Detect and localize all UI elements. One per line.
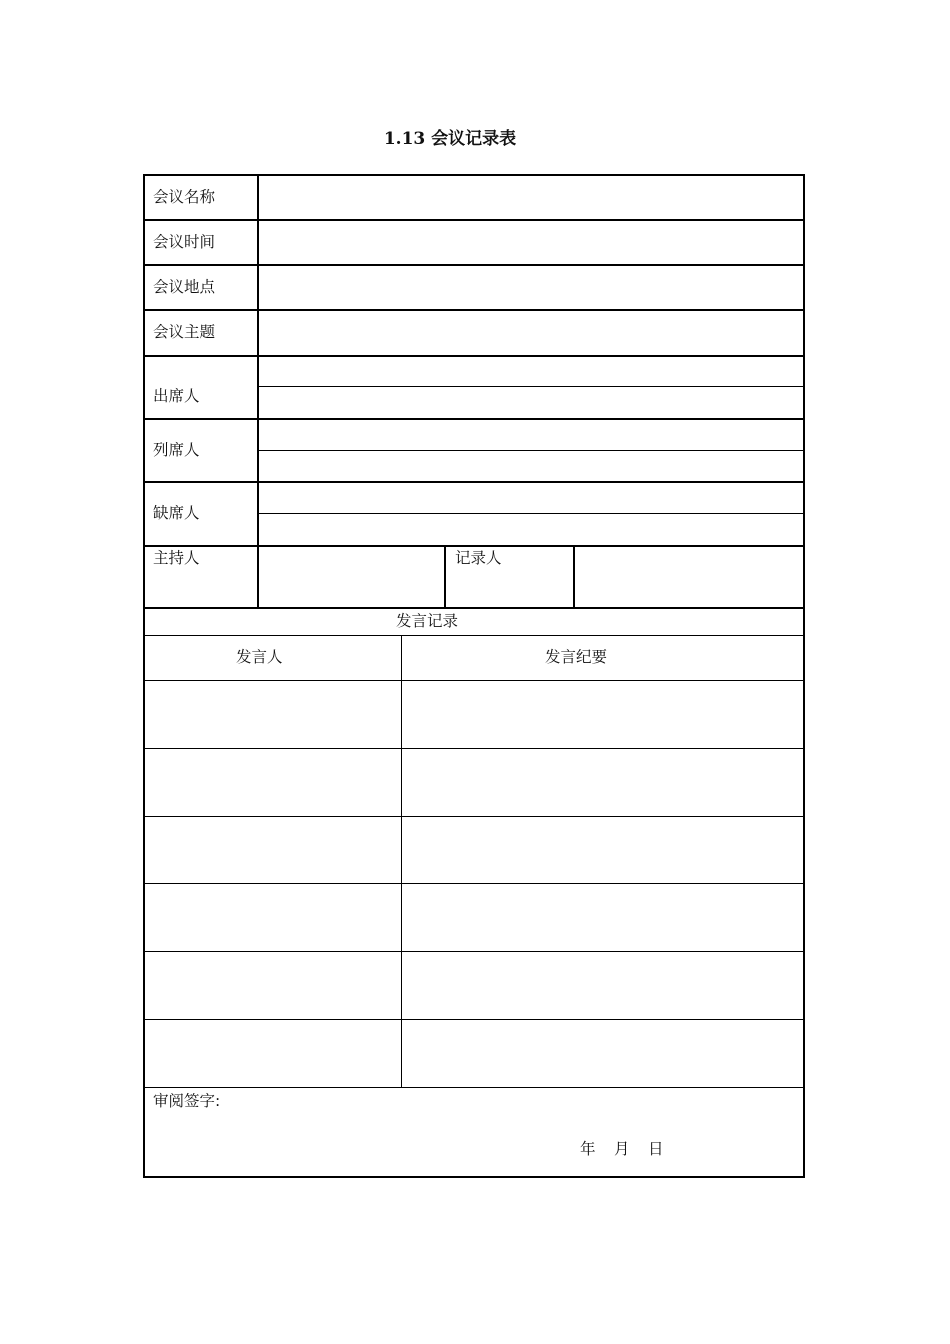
row-divider bbox=[144, 1087, 804, 1088]
table-border-right bbox=[803, 174, 805, 1178]
meeting-name-label: 会议名称 bbox=[153, 188, 216, 206]
speaker-column-header: 发言人 bbox=[236, 648, 283, 666]
speaker-cell[interactable] bbox=[145, 952, 401, 1019]
summary-cell[interactable] bbox=[402, 681, 803, 748]
speech-record-header: 发言记录 bbox=[396, 612, 459, 630]
recorder-label: 记录人 bbox=[455, 549, 502, 567]
host-label: 主持人 bbox=[153, 549, 200, 567]
attendees-label: 出席人 bbox=[153, 387, 200, 405]
summary-cell[interactable] bbox=[402, 952, 803, 1019]
date-year-label: 年 bbox=[580, 1140, 596, 1158]
meeting-topic-label: 会议主题 bbox=[153, 323, 216, 341]
speaker-cell[interactable] bbox=[145, 1020, 401, 1087]
summary-cell[interactable] bbox=[402, 1020, 803, 1087]
summary-cell[interactable] bbox=[402, 817, 803, 883]
review-signature-field[interactable] bbox=[240, 1090, 560, 1170]
observers-label: 列席人 bbox=[153, 441, 200, 459]
date-month-label: 月 bbox=[614, 1140, 630, 1158]
page-title: 1.13 会议记录表 bbox=[383, 129, 517, 149]
host-recorder-divider bbox=[444, 546, 446, 608]
absentees-label: 缺席人 bbox=[153, 504, 200, 522]
meeting-topic-field[interactable] bbox=[259, 311, 803, 355]
meeting-time-label: 会议时间 bbox=[153, 233, 216, 251]
meeting-place-field[interactable] bbox=[259, 266, 803, 309]
attendees-field[interactable] bbox=[259, 357, 803, 418]
review-signature-label: 审阅签字: bbox=[153, 1092, 221, 1110]
row-divider bbox=[144, 635, 804, 636]
row-divider bbox=[144, 607, 804, 609]
meeting-time-field[interactable] bbox=[259, 221, 803, 264]
speaker-cell[interactable] bbox=[145, 884, 401, 951]
summary-cell[interactable] bbox=[402, 884, 803, 951]
summary-column-header: 发言纪要 bbox=[545, 648, 608, 666]
recorder-field[interactable] bbox=[575, 547, 803, 607]
host-field[interactable] bbox=[259, 547, 444, 607]
meeting-place-label: 会议地点 bbox=[153, 278, 216, 296]
speaker-cell[interactable] bbox=[145, 681, 401, 748]
speaker-cell[interactable] bbox=[145, 817, 401, 883]
observers-field[interactable] bbox=[259, 420, 803, 481]
summary-cell[interactable] bbox=[402, 749, 803, 816]
date-day-label: 日 bbox=[648, 1140, 664, 1158]
meeting-name-field[interactable] bbox=[259, 176, 803, 219]
absentees-field[interactable] bbox=[259, 483, 803, 545]
table-border-bottom bbox=[143, 1176, 805, 1178]
speaker-cell[interactable] bbox=[145, 749, 401, 816]
